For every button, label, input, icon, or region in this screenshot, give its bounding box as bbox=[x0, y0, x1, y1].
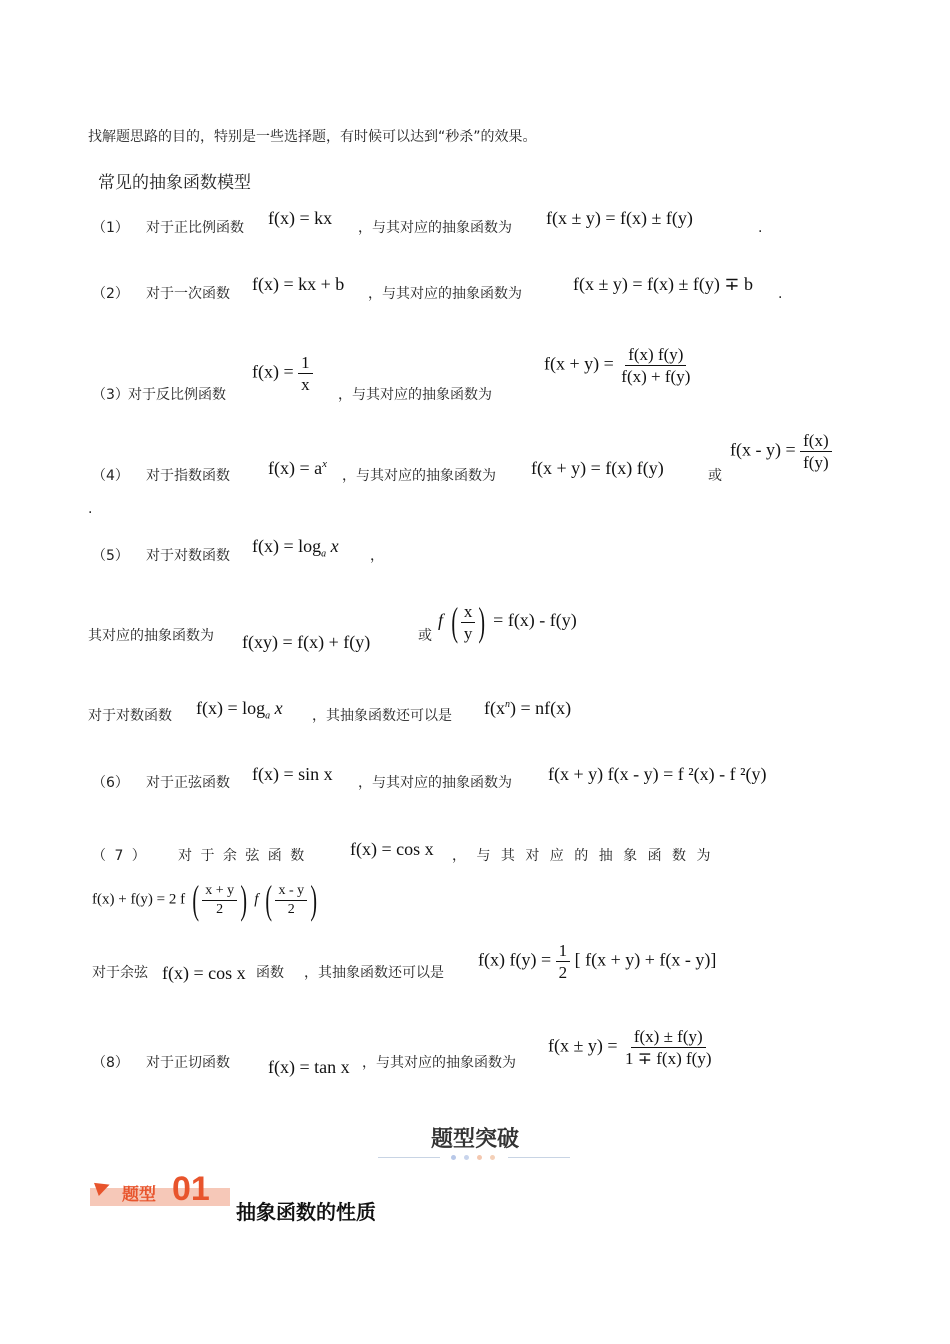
item-7-paren-a-right: ) bbox=[240, 877, 248, 922]
item-7-fraction-a bbox=[202, 884, 237, 917]
item-5b-paren-right: ) bbox=[478, 599, 486, 644]
item-4-abstract-2 bbox=[730, 432, 832, 471]
item-3-mid: ，与其对应的抽象函数为 bbox=[338, 387, 492, 403]
item-7-number: （ 7 ） bbox=[92, 848, 146, 864]
item-7b-abstract bbox=[478, 942, 716, 981]
item-7b-suffix: 函数 bbox=[256, 965, 284, 981]
item-5-fn-arg: x bbox=[330, 536, 339, 556]
item-3-fn-den: x bbox=[301, 375, 310, 394]
item-3-abs-lhs: f(x + y) = bbox=[544, 353, 614, 374]
item-7b-half-den: 2 bbox=[558, 963, 568, 982]
banner-dot-1 bbox=[451, 1155, 456, 1160]
item-7-mid: ， 与 其 对 应 的 抽 象 函 数 为 bbox=[452, 848, 711, 864]
item-4-fn-sup: x bbox=[322, 458, 328, 470]
item-8-prefix: 对于正切函数 bbox=[146, 1055, 230, 1071]
item-1-abstract: f(x ± y) = f(x) ± f(y) bbox=[546, 208, 693, 228]
item-5c-abs-b: ) = nf(x) bbox=[510, 698, 572, 718]
category-badge bbox=[90, 1170, 230, 1208]
item-7-paren-b-right: ) bbox=[310, 877, 318, 922]
item-2-mid: ，与其对应的抽象函数为 bbox=[368, 286, 522, 302]
item-6-abstract: f(x + y) f(x - y) = f ²(x) - f ²(y) bbox=[548, 764, 767, 784]
category-badge-label: 题型 bbox=[122, 1185, 156, 1205]
item-7b-half-num: 1 bbox=[556, 942, 571, 962]
item-2-prefix: 对于一次函数 bbox=[146, 286, 230, 302]
item-5-fn-log: f(x) = log bbox=[252, 536, 322, 556]
item-8-number: （8） bbox=[92, 1055, 129, 1071]
item-8-abs-fraction bbox=[622, 1028, 714, 1067]
item-7b-function: f(x) = cos x bbox=[162, 963, 246, 983]
item-8-abs-den: 1 ∓ f(x) f(y) bbox=[625, 1049, 712, 1068]
item-7-mid-f: f bbox=[254, 891, 259, 908]
intro-text: 找解题思路的目的，特别是一些选择题，有时候可以达到“秒杀”的效果。 bbox=[88, 129, 537, 145]
item-5c-function bbox=[196, 699, 283, 722]
category-badge-number: 01 bbox=[172, 1170, 210, 1208]
item-5c-mid: ，其抽象函数还可以是 bbox=[312, 708, 452, 724]
banner-dot-4 bbox=[490, 1155, 495, 1160]
item-2-number: （2） bbox=[92, 286, 129, 302]
item-5-function bbox=[252, 537, 339, 560]
item-3-prefix: 对于反比例函数 bbox=[128, 387, 226, 403]
item-4-function bbox=[268, 459, 327, 477]
item-1-function: f(x) = kx bbox=[268, 208, 333, 228]
item-7-abstract bbox=[92, 877, 320, 922]
item-3-fn-num: 1 bbox=[298, 354, 313, 374]
item-6-prefix: 对于正弦函数 bbox=[146, 775, 230, 791]
item-3-abs-fraction bbox=[618, 346, 693, 385]
item-1-prefix: 对于正比例函数 bbox=[146, 220, 244, 236]
item-3-number: （3） bbox=[92, 387, 129, 403]
item-7-fraction-b bbox=[275, 884, 307, 917]
banner-dot-3 bbox=[477, 1155, 482, 1160]
item-3-abstract bbox=[544, 346, 693, 385]
item-7-b-num: x - y bbox=[275, 884, 307, 901]
item-5c-abs-sup: n bbox=[505, 699, 510, 710]
item-7-paren-b-left: ( bbox=[265, 877, 273, 922]
item-5c-fn-log: f(x) = log bbox=[196, 698, 266, 718]
item-5c-abs-a: f(x bbox=[484, 698, 505, 718]
item-7-a-num: x + y bbox=[202, 884, 237, 901]
item-1-mid: ，与其对应的抽象函数为 bbox=[358, 220, 512, 236]
item-7b-abs-lhs: f(x) f(y) = bbox=[478, 949, 552, 970]
item-3-abs-num: f(x) f(y) bbox=[625, 346, 686, 366]
item-5c-abstract bbox=[484, 699, 571, 717]
item-4-abs2-num: f(x) bbox=[800, 432, 831, 452]
item-8-mid: ，与其对应的抽象函数为 bbox=[362, 1055, 516, 1071]
item-7b-prefix: 对于余弦 bbox=[92, 965, 148, 981]
item-2-end: . bbox=[778, 286, 783, 302]
banner-dot-2 bbox=[464, 1155, 469, 1160]
item-5b-num: x bbox=[461, 603, 476, 623]
item-4-or: 或 bbox=[708, 468, 722, 484]
item-5c-fn-arg: x bbox=[274, 698, 283, 718]
item-4-end: . bbox=[88, 501, 93, 517]
item-5b-den: y bbox=[463, 623, 473, 643]
item-6-number: （6） bbox=[92, 775, 129, 791]
item-7-function: f(x) = cos x bbox=[350, 839, 434, 859]
item-7b-abs-rhs: [ f(x + y) + f(x - y)] bbox=[574, 949, 717, 970]
item-6-function: f(x) = sin x bbox=[252, 764, 333, 784]
item-5b-fraction bbox=[461, 603, 476, 642]
item-7b-mid: ，其抽象函数还可以是 bbox=[304, 965, 444, 981]
item-5b-rhs: = f(x) - f(y) bbox=[493, 610, 577, 631]
item-4-prefix: 对于指数函数 bbox=[146, 468, 230, 484]
item-8-abstract bbox=[548, 1028, 714, 1067]
item-7-abs-lhs: f(x) + f(y) = 2 f bbox=[92, 891, 186, 908]
item-3-fn-fraction bbox=[298, 354, 313, 393]
item-5b-abstract: f(xy) = f(x) + f(y) bbox=[242, 632, 371, 652]
item-7-b-den: 2 bbox=[287, 901, 295, 917]
section-title: 常见的抽象函数模型 bbox=[98, 173, 251, 193]
item-5-end: ， bbox=[370, 548, 384, 564]
item-5-prefix: 对于对数函数 bbox=[146, 548, 230, 564]
item-7b-half bbox=[556, 942, 571, 981]
item-3-abs-den: f(x) + f(y) bbox=[621, 367, 691, 386]
item-5c-fn-sub: a bbox=[265, 710, 271, 722]
item-4-fn-base: f(x) = a bbox=[268, 458, 323, 478]
category-title: 抽象函数的性质 bbox=[236, 1200, 376, 1224]
item-4-abs2-lhs: f(x - y) = bbox=[730, 439, 796, 460]
item-8-abs-lhs: f(x ± y) = bbox=[548, 1035, 618, 1056]
item-5c-prefix: 对于对数函数 bbox=[88, 708, 172, 724]
item-5-fn-sub: a bbox=[321, 548, 327, 560]
section-banner-title: 题型突破 bbox=[430, 1127, 519, 1152]
item-3-fn-lhs: f(x) = bbox=[252, 361, 294, 382]
item-5b-abstract-2 bbox=[438, 599, 577, 644]
item-4-number: （4） bbox=[92, 468, 129, 484]
item-4-abs2-fraction bbox=[800, 432, 831, 471]
item-5b-prefix: 其对应的抽象函数为 bbox=[88, 628, 214, 644]
item-4-mid: ，与其对应的抽象函数为 bbox=[342, 468, 496, 484]
item-4-abstract: f(x + y) = f(x) f(y) bbox=[531, 458, 664, 478]
item-5-number: （5） bbox=[92, 548, 129, 564]
item-6-mid: ，与其对应的抽象函数为 bbox=[358, 775, 512, 791]
item-2-abstract: f(x ± y) = f(x) ± f(y) ∓ b bbox=[573, 274, 753, 294]
item-5b-paren-left: ( bbox=[450, 599, 458, 644]
item-3-function bbox=[252, 354, 313, 393]
item-7-prefix: 对 于 余 弦 函 数 bbox=[178, 848, 305, 864]
item-7-paren-a-left: ( bbox=[192, 877, 199, 922]
item-8-abs-num: f(x) ± f(y) bbox=[631, 1028, 706, 1048]
item-5b-f: f bbox=[438, 610, 444, 631]
item-5b-or: 或 bbox=[418, 628, 432, 644]
item-1-number: （1） bbox=[92, 220, 129, 236]
item-7-a-den: 2 bbox=[216, 901, 224, 917]
banner-line-left bbox=[378, 1157, 440, 1158]
item-2-function: f(x) = kx + b bbox=[252, 274, 345, 294]
item-8-function: f(x) = tan x bbox=[268, 1057, 350, 1077]
banner-line-right bbox=[508, 1157, 570, 1158]
item-4-abs2-den: f(y) bbox=[803, 453, 829, 472]
item-1-end: . bbox=[758, 220, 763, 236]
